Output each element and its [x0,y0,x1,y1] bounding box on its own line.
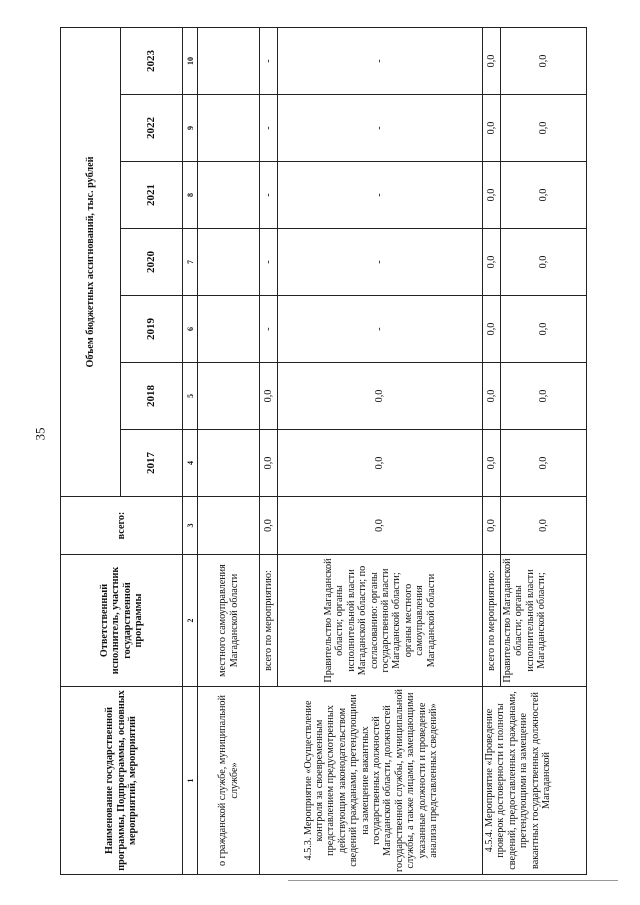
page-number: 35 [32,427,48,441]
cell-value: 0,0 [483,296,501,363]
column-number: 2 [183,555,198,687]
column-number: 1 [183,687,198,875]
cell-value: 0,0 [501,296,587,363]
cell-value: - [260,162,278,229]
header-year: 2021 [121,162,183,229]
row-executor-total: всего по мероприятию: [483,555,501,687]
scan-edge-line [288,880,618,881]
cell-value: 0,0 [501,27,587,94]
cell-value: - [278,229,483,296]
cell-value: 0,0 [260,430,278,497]
cell-value: 0,0 [483,229,501,296]
column-number: 9 [183,95,198,162]
row-name: о гражданской службе, муниципальной службе» [198,687,260,875]
cell-value: - [260,296,278,363]
row-executor: Правительство Магаданской области; органы исполнительной власти Магаданской области; по согласованию: органы государственной власти Магаданской области; органы местного самоуправления Магаданской области [278,555,483,687]
column-number: 6 [183,296,198,363]
row-name: 4.5.3. Мероприятие «Осуществление контроля за своевременным представлением предусмотренных действующим законодательством сведений гражданами, претендующими на замещение вакантных государственных должностей Магаданской области, должностей государственной службы, муниципальной службы, а также лицами, замещающими указанные должности и проведение анализа представленных сведений» [260,687,483,875]
cell-value: 0,0 [501,162,587,229]
column-number-row [183,27,198,874]
header-year: 2022 [121,95,183,162]
cell-value: - [278,296,483,363]
column-number: 4 [183,430,198,497]
cell-value: 0,0 [483,27,501,94]
row-executor-total: всего по мероприятию: [260,555,278,687]
cell-value: 0,0 [260,497,278,555]
cell-value: - [260,95,278,162]
row-name: 4.5.4. Мероприятие «Проведение проверок достоверности и полноты сведений, предоставленных гражданами, претендующими на замещение вакантных государственных должностей Магаданской [483,687,587,875]
cell-value: 0,0 [483,497,501,555]
cell-value: 0,0 [483,95,501,162]
cell-value: 0,0 [501,497,587,555]
cell-value: 0,0 [483,430,501,497]
cell-value: 0,0 [501,95,587,162]
cell-value: 0,0 [501,363,587,430]
cell-value: 0,0 [278,497,483,555]
row-executor: местного самоуправления Магаданской области [198,555,260,687]
cell-value: 0,0 [260,363,278,430]
header-funding: Объем бюджетных ассигнований, тыс. рублей [61,27,121,496]
header-year: 2019 [121,296,183,363]
cell-value: - [278,162,483,229]
cell-value: 0,0 [483,162,501,229]
header-total: всего: [61,497,183,555]
cell-value: 0,0 [278,363,483,430]
header-year: 2018 [121,363,183,430]
header-program-name: Наименование государственной программы, Подпрограммы, основных мероприятий, мероприятий [61,687,183,875]
row-executor: Правительство Магаданской области; органы исполнительной власти Магаданской области; [501,555,587,687]
column-number: 10 [183,27,198,94]
table-row [483,27,501,874]
column-number: 3 [183,497,198,555]
header-executor: Ответственный исполнитель, участник государственной программы [61,555,183,687]
column-number: 5 [183,363,198,430]
cell-value: - [260,229,278,296]
header-year: 2017 [121,430,183,497]
cell-value: 0,0 [483,363,501,430]
header-year: 2020 [121,229,183,296]
table-row [198,27,260,874]
cell-value: 0,0 [501,430,587,497]
cell-value: 0,0 [501,229,587,296]
cell-value: - [260,27,278,94]
column-number: 7 [183,229,198,296]
table-row [260,27,278,874]
cell-value: 0,0 [278,430,483,497]
rotated-table-container [60,28,553,875]
column-number: 8 [183,162,198,229]
cell-value: - [278,27,483,94]
budget-table [60,27,587,875]
header-year: 2023 [121,27,183,94]
cell-value: - [278,95,483,162]
